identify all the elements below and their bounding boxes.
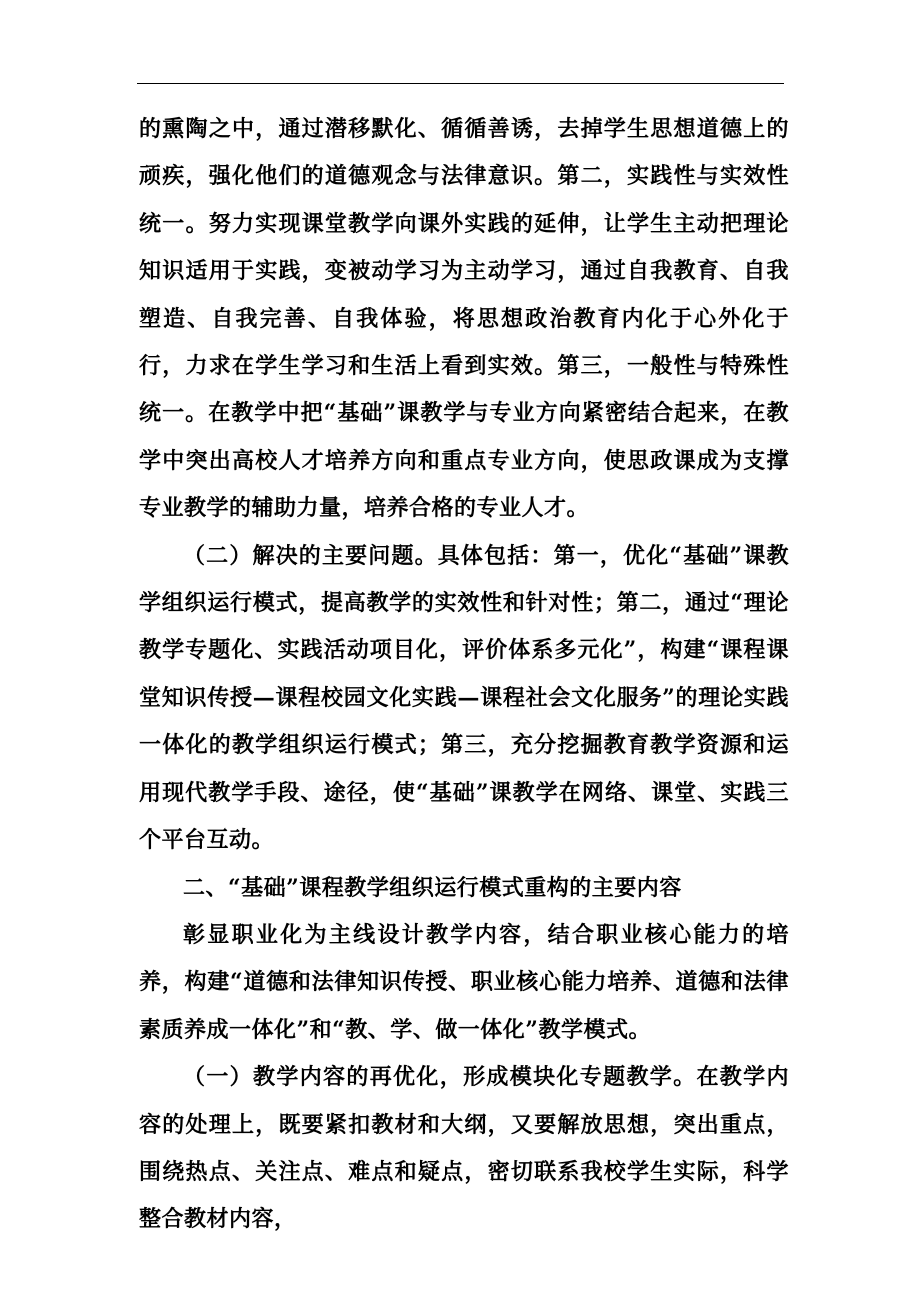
header-rule — [137, 83, 784, 84]
paragraph-1: 的熏陶之中，通过潜移默化、循循善诱，去掉学生思想道德上的顽疾，强化他们的道德观念与法律意识。第二，实践性与实效性统一。努力实现课堂教学向课外实践的延伸，让学生主动把理论知识适用于实践，变被动学习为主动学习，通过自我教育、自我塑造、自我完善、自我体验，将思想政治教育内化于心外化于行，力求在学生学习和生活上看到实效。第三，一般性与特殊性统一。在教学中把“基础”课教学与专业方向紧密结合起来，在教学中突出高校人才培养方向和重点专业方向，使思政课成为支撑专业教学的辅助力量，培养合格的专业人才。 — [139, 116, 789, 522]
paragraph-2: （二）解决的主要问题。具体包括：第一，优化“基础”课教学组织运行模式，提高教学的实效性和针对性；第二，通过“理论教学专题化、实践活动项目化，评价体系多元化”，构建“课程课堂知识传授—课程校园文化实践—课程社会文化服务”的理论实践一体化的教学组织运行模式；第三，充分挖掘教育教学资源和运用现代教学手段、途径，使“基础”课教学在网络、课堂、实践三个平台互动。 — [139, 542, 790, 854]
document-body — [139, 106, 789, 1244]
paragraph-4: （一）教学内容的再优化，形成模块化专题教学。在教学内容的处理上，既要紧扣教材和大纲，又要解放思想，突出重点，围绕热点、关注点、难点和疑点，密切联系我校学生实际，科学整合教材内容， — [139, 1064, 789, 1233]
section-heading: 二、“基础”课程教学组织运行模式重构的主要内容 — [183, 874, 682, 901]
paragraph-3: 彰显职业化为主线设计教学内容，结合职业核心能力的培养，构建“道德和法律知识传授、职业核心能力培养、道德和法律素质养成一体化”和“教、学、做一体化”教学模式。 — [139, 921, 789, 1043]
